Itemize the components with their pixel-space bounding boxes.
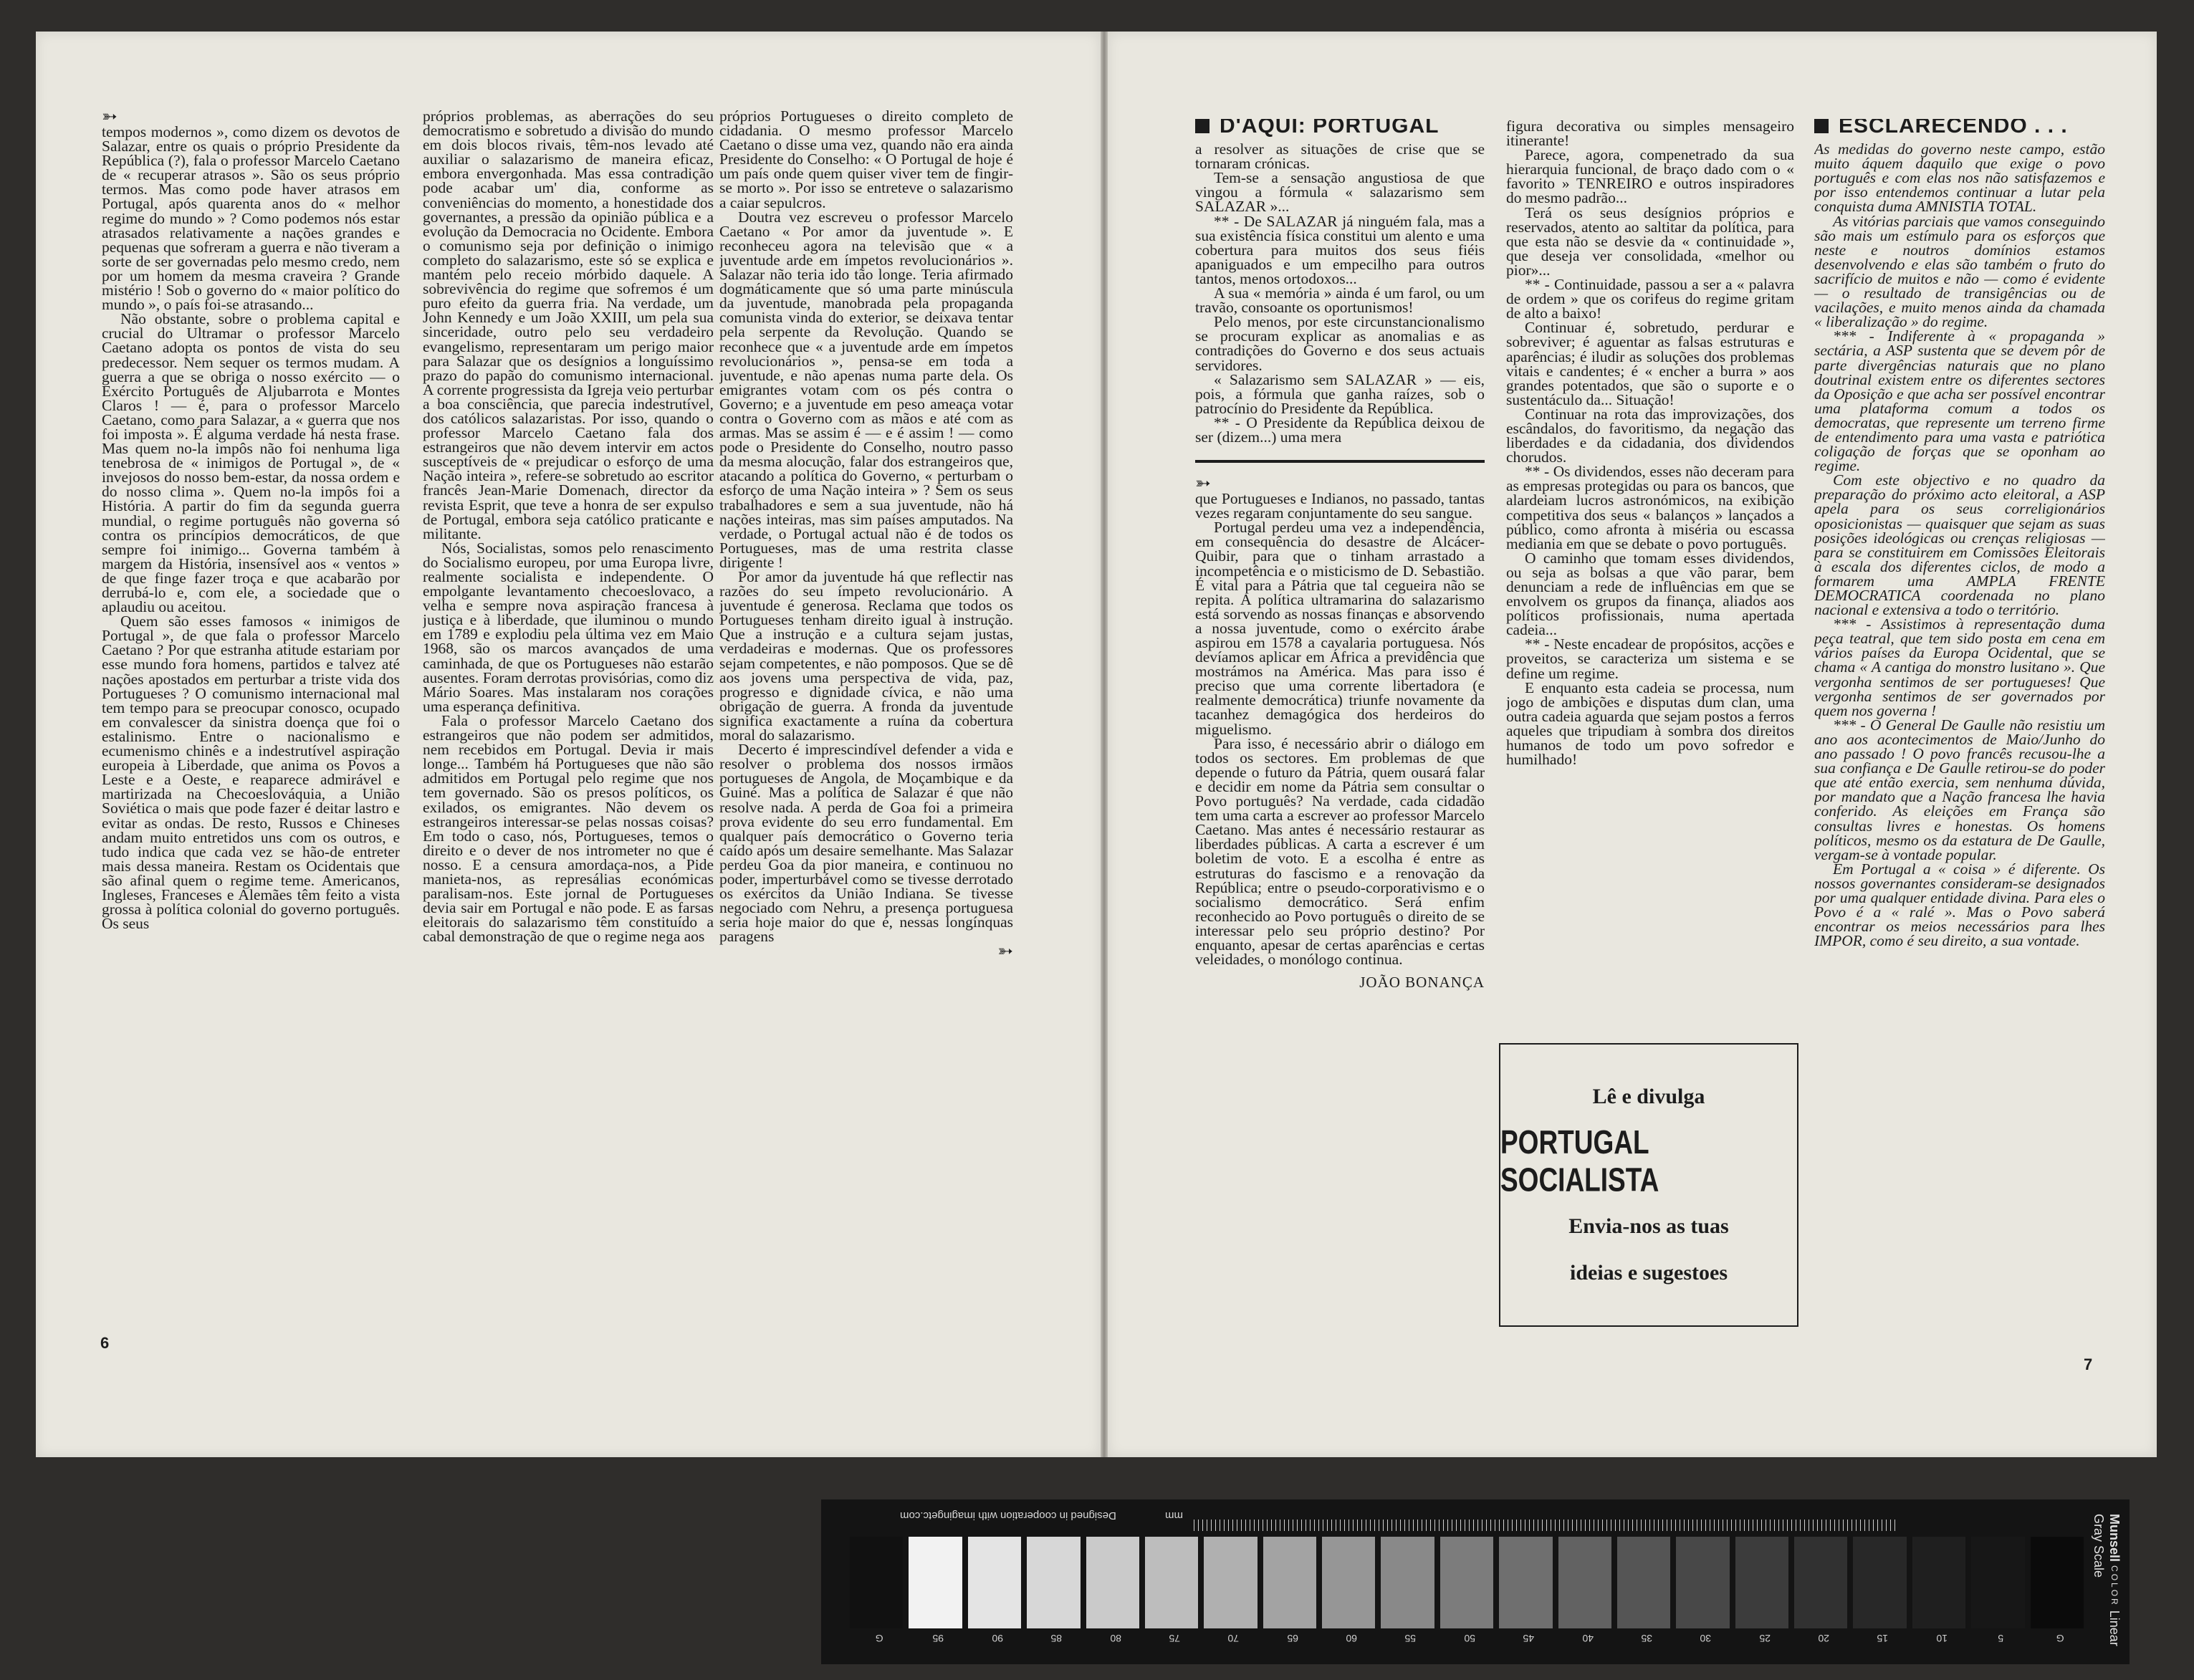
gray-label: 5 bbox=[1998, 1633, 2004, 1644]
promo-line-1: Lê e divulga bbox=[1592, 1084, 1705, 1108]
gray-label: 70 bbox=[1227, 1633, 1240, 1644]
paragraph: ** - O Presidente da República deixou de ser (dizem...) uma mera bbox=[1195, 413, 1485, 446]
paragraph: Nós, Socialistas, somos pelo renascimento do Socialismo europeu, por uma Europa livre, realmente socialista e independente. O empolgante levantamento checoeslovaco, a velha e sempre nova aspiração francesa à justiça e à liberdade, que iluminou o mundo em 1789 e explodiu pela última vez em Maio 1968, são os marcos avançados de uma caminhada, de que os Portugueses não estarão ausentes. Foram derrotas provisórias, como diz Mário Soares. Mas instalaram nos corações uma esperança definitiva. bbox=[423, 539, 714, 715]
promo-line-4: ideias e sugestoes bbox=[1570, 1261, 1728, 1285]
gray-patch bbox=[1676, 1537, 1729, 1628]
gray-patch bbox=[1735, 1537, 1788, 1628]
gray-label: 65 bbox=[1287, 1633, 1298, 1644]
paragraph: que Portugueses e Indianos, no passado, tantas vezes regaram conjuntamente do seu sangue. bbox=[1195, 490, 1485, 522]
gray-label: 80 bbox=[1109, 1633, 1121, 1644]
continuation-arrow-icon: ➳ bbox=[1195, 473, 1211, 494]
paragraph: Tem-se a sensação angustiosa de que vingou a fórmula « salazarismo sem SALAZAR »... bbox=[1195, 169, 1485, 216]
paragraph: As medidas do governo neste campo, estão muito áquem daquilo que exige o povo português e com elas nos não satisfazemos e por isso entendemos continuar a lutar pela conquista duma AMNISTIA TOTAL. bbox=[1814, 140, 2105, 216]
right-column-3 bbox=[1814, 119, 2105, 1337]
paragraph: ** - Continuidade, passou a ser a « palavra de ordem » que os corifeus do regime gritam de alto a baixo! bbox=[1506, 276, 1794, 322]
gray-patch bbox=[850, 1537, 903, 1628]
daqui-text bbox=[1195, 142, 1485, 444]
paragraph: Decerto é imprescindível defender a vida e resolver o problema dos nossos irmãos portugueses de Angola, de Moçambique e da Guiné. Mas a política de Salazar é que não resolve nada. A perda de Goa foi a primeira prova evidente do seu erro fundamental. Em qualquer país democrático o Governo teria caído após um desaire semelhante. Mas Salazar perdeu Goa da pior maneira, e continuou no poder, imperturbável como se tivesse derrotado os exércitos da União Indiana. Se tivesse negociado com Nehru, a presença portuguesa seria hoje maior do que é, nessas longínquas paragens bbox=[719, 741, 1013, 946]
continuation-text bbox=[1195, 490, 1485, 969]
paragraph: próprios Portugueses o direito completo de cidadania. O mesmo professor Marcelo Caetano o disse uma vez, quando não era ainda Presidente do Conselho: « O Portugal de hoje é um país onde quem quiser viver tem de fingir-se morto ». Por isso se entreteve o salazarismo a caiar sepulcros. bbox=[719, 109, 1013, 211]
munsell-brand: Munsell COLOR Linear Gray Scale bbox=[2092, 1514, 2122, 1646]
gray-label: 95 bbox=[932, 1633, 944, 1644]
gray-patch bbox=[1027, 1537, 1080, 1628]
page-number-right: 7 bbox=[2084, 1355, 2093, 1373]
paragraph: próprios problemas, as aberrações do seu democratismo e sobretudo a divisão do mundo em dois blocos rivais, têm-nos levado até auxiliar o salazarismo de maneira eficaz, embora envergonhada. Mas essa contradição pode acabar um' dia, conforme as conveniências do momento, a honestidade dos governantes, a pressão da opinião pública e a evolução da Democracia no Ocidente. Embora o comunismo seja por definição o inimigo completo do salazarismo, este só se explica e mantém pelo receio mórbido daquele. A sobrevivência do regime que sofremos é um puro efeito da guerra fria. Na verdade, um John Kennedy e um João XXIII, um pela sua sinceridade, outro pelo seu verdadeiro evangelismo, representaram um perigo maior para Salazar que os desígnios a longuíssimo prazo do papão do comunismo internacional. A corrente progressista da Igreja veio perturbar a boa consciência, que parecia indestrutível, dos católicos salazaristas. Por isso, quando o professor Marcelo Caetano fala dos estrangeiros que não devem intervir em actos susceptíveis de « prejudicar o esforço de uma Nação inteira », refere-se sobretudo ao escritor francês Jean-Marie Domenach, director da revista Esprit, que teve a honra de ser expulso de Portugal, embora seja católico praticante e militante. bbox=[423, 109, 714, 542]
paragraph: ** - Os dividendos, esses não deceram para as empresas protegidas ou para os bancos, que alardeiam lucros astronómicos, na exibição competitiva dos seus « balanços » lançados a público, como afronta à miséria ou escassa mediania em que se debate o povo português. bbox=[1506, 463, 1794, 552]
gray-label: 15 bbox=[1877, 1633, 1889, 1644]
paragraph: « Salazarismo sem SALAZAR » — eis, pois, a fórmula que ganha raízes, sob o patrocínio do Presidente da República. bbox=[1195, 370, 1485, 417]
gray-label: 40 bbox=[1581, 1633, 1594, 1644]
paragraph: ** - Neste encadear de propósitos, acções e proveitos, se caracteriza um sistema e se define um regime. bbox=[1506, 635, 1794, 682]
page-number-left: 6 bbox=[100, 1334, 110, 1352]
paragraph: Continuar na rota das improvizações, dos escândalos, do favoritismo, da negação das liberdades e da cidadania, dos dividendos chorudos. bbox=[1506, 405, 1794, 466]
paragraph: a resolver as situações de crise que se tornaram crónicas. bbox=[1195, 140, 1485, 173]
paragraph: Parece, agora, compenetrado da sua hierarquia funcional, de braço dado com o « favorito » TENREIRO e outros inspiradores do mesmo padrão... bbox=[1506, 146, 1794, 207]
section-heading-esclarecendo: ESCLARECENDO . . . bbox=[1814, 119, 2105, 133]
gray-patch bbox=[1853, 1537, 1906, 1628]
paragraph: As vitórias parciais que vamos conseguindo são mais um estímulo para os esforços que neste e noutros domínios estamos desenvolvendo e elas são também o fruto do sacrifício de muitos e não — como é evidente — o resultado de transigências ou de vacilações, e muito menos ainda da chamada « liberalização » do regime. bbox=[1814, 212, 2105, 331]
promo-line-3: Envia-nos as tuas bbox=[1568, 1214, 1729, 1238]
gray-label: 20 bbox=[1818, 1633, 1829, 1644]
gray-patch bbox=[1204, 1537, 1257, 1628]
author-signature: JOÃO BONANÇA bbox=[1359, 974, 1485, 992]
gray-label: 75 bbox=[1169, 1633, 1180, 1644]
heading-square-icon bbox=[1195, 119, 1209, 133]
gray-patch bbox=[2031, 1537, 2084, 1628]
gray-label: G bbox=[875, 1633, 883, 1644]
page-gutter bbox=[1101, 32, 1108, 1457]
continuation-arrow-icon: ➳ bbox=[102, 109, 118, 127]
paragraph: Quem são esses famosos « inimigos de Portugal », de que fala o professor Marcelo Caetano ? Por que estranha atitude estariam por esse mundo fora homens, partidos e talvez até nações apostados em perturbar a triste vida dos Portugueses ? O comunismo internacional mal tem tempo para se preocupar conosco, ocupado em convalescer da sinistra doença que foi o estalinismo. Entre o nacionalismo e ecumenismo chinês e a indestrutível aspiração europeia à Liberdade, que anima os Povos a Leste e a Oeste, e reaparece admirável e martirizada na Checoeslováquia, a União Soviética o mais que pode fazer é deitar lastro e evitar as ondas. De resto, Russos e Chineses andam muito entretidos uns com os outros, e tudo indica que cada vez se hão-de entreter mais dessa maneira. Restam os Ocidentais que são afinal quem o regime teme. Americanos, Ingleses, Franceses e Alemães têm feito a vista grossa à política colonial do governo português. Os seus bbox=[102, 613, 400, 933]
left-column-3 bbox=[719, 109, 1013, 1318]
gray-patch bbox=[1381, 1537, 1434, 1628]
paragraph: Com este objectivo e no quadro da preparação do próximo acto eleitoral, a ASP apela para os seus correligionários oposicionistas — quaisquer que sejam as suas posições ideológicas ou crenças religiosas — para se constituirem em Comissões Eleitorais à escala dos diferentes ciclos, de modo a formarem uma AMPLA FRENTE DEMOCRATICA coordenada no plano nacional e extensiva a todo o território. bbox=[1814, 471, 2105, 619]
gray-patch bbox=[1971, 1537, 2024, 1628]
gray-scale-card bbox=[821, 1499, 2130, 1664]
paragraph: Em Portugal a « coisa » é diferente. Os nossos governantes consideram-se designados por uma qualquer entidade divina. Para eles o Povo é a « ralé ». Mas o Povo saberá encontrar os meios necessários para lhes IMPOR, como é seu direito, a sua vontade. bbox=[1814, 860, 2105, 950]
paragraph: Continuar é, sobretudo, perdurar e sobreviver; é aguentar as falsas estruturas e aparências; é iludir as soluções dos problemas vitais e candentes; é « encher a burra » aos grandes potentados, que são o suporte e o sustentáculo da... Situação! bbox=[1506, 319, 1794, 408]
gray-label: 45 bbox=[1523, 1633, 1535, 1644]
scale-caption: Designed in cooperation with imagingetc.com bbox=[900, 1509, 1116, 1522]
paragraph: Fala o professor Marcelo Caetano dos estrangeiros que não podem ser admitidos, nem recebidos em Portugal. Devia ir mais longe... Também há Portugueses que não são admitidos em Portugal pelo regime que nos tem governado. São os presos políticos, os exilados, os emigrantes. Não devem os estrangeiros interessar-se pelas nossas coisas? Em todo o caso, nós, Portugueses, temos o direito e o dever de nos intrometer no que é nosso. E a censura amordaça-nos, a Pide manieta-nos, as represálias económicas paralisam-nos. Este jornal de Portugueses devia sair em Portugal e não pode. E as farsas eleitorais do salazarismo têm constituído a cabal demonstração de que o regime nega aos bbox=[423, 711, 714, 946]
gray-label: G bbox=[2056, 1633, 2064, 1644]
gray-label: 90 bbox=[992, 1633, 1003, 1644]
paragraph: figura decorativa ou simples mensageiro itinerante! bbox=[1506, 119, 1794, 150]
paragraph: *** - Assistimos à representação duma peça teatral, que tem sido posta em cena em vários países da Europa Ocidental, que se chama « A cantiga do monstro lusitano ». Que vergonha sentimos de ser portugueses! Que vergonha sentimos de ser governados por quem nos governa ! bbox=[1814, 615, 2105, 719]
gray-patch bbox=[1794, 1537, 1847, 1628]
paragraph: Terá os seus desígnios próprios e reservados, atento ao saltitar da política, para que esta não se desvie da « continuidade », que deseja ver consolidada, «melhor ou pior»... bbox=[1506, 203, 1794, 279]
paragraph: tempos modernos », como dizem os devotos de Salazar, entre os quais o próprio Presidente da República (?), fala o professor Marcelo Caetano de « recuperar atrasos ». São os seus próprio termos. Mas como pode haver atrasos em Portugal, após quarenta anos do « melhor regime do mundo » ? Como podemos nós estar atrasados relativamente a nações grandes e pequenas que sofreram a guerra e não tiveram a sorte de ser governadas pelo mesmo credo, nem por um homem da mesma craveira ? Grande mistério ! Sob o governo do « maior político do mundo », o país foi-se atrasando... bbox=[102, 123, 400, 314]
section-rule bbox=[1195, 460, 1485, 463]
mm-ruler bbox=[1194, 1520, 1896, 1531]
gray-label: 25 bbox=[1759, 1633, 1771, 1644]
gray-patch bbox=[1440, 1537, 1493, 1628]
paragraph: E enquanto esta cadeia se processa, num jogo de ambições e disputas dum clan, uma outra cadeia aguarda que sejam postos a ferros aqueles que tripudiam à sombra dos direitos humanos de todo um povo sofredor e humilhado! bbox=[1506, 678, 1794, 769]
gray-patch bbox=[1145, 1537, 1198, 1628]
promo-title: PORTUGAL SOCIALISTA bbox=[1500, 1123, 1659, 1199]
gray-label: 55 bbox=[1404, 1633, 1417, 1644]
left-column-1 bbox=[102, 109, 400, 1318]
gray-label: 30 bbox=[1700, 1633, 1712, 1644]
gray-patch bbox=[1322, 1537, 1375, 1628]
gray-label: 35 bbox=[1641, 1633, 1652, 1644]
continuation-arrow-icon: ➳ bbox=[997, 941, 1013, 962]
paragraph: Pelo menos, por este circunstancionalismo se procuram explicar as anomalias e as contradições do Governo e dos seus actuais servidores. bbox=[1195, 313, 1485, 374]
gray-patches bbox=[850, 1537, 2089, 1628]
paragraph: A sua « memória » ainda é um farol, ou um travão, consoante os oportunismos! bbox=[1195, 284, 1485, 317]
esclarecendo-text bbox=[1814, 142, 2105, 948]
paragraph: Doutra vez escreveu o professor Marcelo Caetano « Por amor da juventude ». E reconheceu agora na televisão que « a juventude arde em ímpetos revolucionários ». Salazar não teria ido tão longe. Teria afirmado dogmáticamente que só uma parte minúscula da juventude, manobrada pela propaganda comunista vinda do exterior, se deixava tentar pela serpente da Revolução. Quando se reconhece que « a juventude arde em ímpetos revolucionários », pensa-se em toda a juventude, e não apenas numa parte dela. Os emigrantes votam com os pés contra o Governo; e a juventude em peso ameaça votar contra o Governo com as mãos e até com as armas. Mas se assim é — e é assim ! — como pode o Presidente do Conselho, noutro passo da mesma alocução, falar dos estrangeiros que, atacando a política do Governo, « perturbam o esforço de uma Nação inteira » ? Sem os seus trabalhadores e sem a sua juventude, não há nações inteiras, mas sim países amputados. Na verdade, o Portugal actual não é de todos os Portugueses, mas de uma restrita classe dirigente ! bbox=[719, 208, 1013, 571]
gray-patch bbox=[1086, 1537, 1139, 1628]
paragraph: *** - Indiferente à « propaganda » sectária, a ASP sustenta que se devem pôr de parte divergências naturais que no plano doutrinal existem entre os diferentes sectores da Oposição e que acha ser possível encontrar uma plataforma comum a todos os democratas, que represente um terreno firme de entendimento para uma vasta e patriótica coligação de forças que se oponham ao regime. bbox=[1814, 327, 2105, 475]
gray-label: 60 bbox=[1346, 1633, 1357, 1644]
gray-label: 50 bbox=[1464, 1633, 1475, 1644]
paragraph: O caminho que tomam esses dividendos, ou seja as bolsas a que vão parar, bem denunciam a rede de influências em que se envolvem os grupos da finança, aliados aos políticos profissionais, numa apertada cadeia... bbox=[1506, 549, 1794, 639]
heading-square-icon bbox=[1814, 119, 1829, 133]
gray-labels bbox=[850, 1633, 2089, 1644]
gray-patch bbox=[1912, 1537, 1965, 1628]
gray-patch bbox=[1617, 1537, 1670, 1628]
gray-patch bbox=[1558, 1537, 1611, 1628]
gray-label: 10 bbox=[1936, 1633, 1948, 1644]
paragraph: ** - De SALAZAR já ninguém fala, mas a sua existência física constitui um alento e uma cobertura para muitos dos seus fiéis apaniguados e um empecilho para outros tantos, menos ortodoxos... bbox=[1195, 212, 1485, 287]
gray-patch bbox=[1499, 1537, 1552, 1628]
promo-box bbox=[1499, 1043, 1798, 1327]
section-heading-daqui: D'AQUI: PORTUGAL bbox=[1195, 119, 1485, 133]
paragraph: Por amor da juventude há que reflectir nas razões do seu ímpeto revolucionário. A juventude é generosa. Reclama que todos os Portugueses tenham direito igual à instrução. Que a instrução e a cultura sejam justas, verdadeiras e modernas. Que os professores sejam competentes, e não pomposos. Que se dê aos jovens uma perspectiva de vida, paz, progresso e dignidade cívica, e não uma obrigação de guerra. A fronda da juventude significa exactamente a ruína da cobertura moral do salazarismo. bbox=[719, 568, 1013, 744]
left-column-2 bbox=[423, 109, 714, 1318]
paragraph: Não obstante, sobre o problema capital e crucial do Ultramar o professor Marcelo Caetano adopta os pontos de vista do seu predecessor. Nem sequer os termos mudam. A guerra a que se obriga o nosso exército — o Exército Português de Aljubarrota e Montes Claros ! — é, para o professor Marcelo Caetano, como para Salazar, a « guerra que nos foi imposta ». É alguma verdade há nesta frase. Mas quem no-la impôs não foi nenhuma liga tenebrosa de « inimigos de Portugal », de « invejosos do nosso bem-estar, da nossa ordem e do nosso clima ». Quem no-la impôs foi a História. A partir do fim da segunda guerra mundial, o regime português não governa só contra os princípios democráticos, de que sempre foi inimigo... Governa também à margem da História, insensível aos « ventos » de que finge fazer troça e que acabarão por derrubá-lo e, com ele, a sociedade que o aplaudiu ou aceitou. bbox=[102, 310, 400, 616]
right-column-1 bbox=[1195, 119, 1485, 1337]
scale-unit: mm bbox=[1165, 1509, 1183, 1522]
gray-patch bbox=[1263, 1537, 1316, 1628]
gray-label: 85 bbox=[1050, 1633, 1063, 1644]
paragraph: *** - O General De Gaulle não resistiu um ano aos acontecimentos de Maio/Junho do ano passado ! O povo francês recusou-lhe a sua confiança e De Gaulle retirou-se do poder que até então exercia, sem nenhuma dúvida, por mandato que a Nação francesa lhe havia conferido. As eleições em França são consultas livres e honestas. Os homens políticos, mesmo os da estatura de De Gaulle, vergam-se à vontade popular. bbox=[1814, 716, 2105, 863]
gray-patch bbox=[909, 1537, 962, 1628]
gray-patch bbox=[968, 1537, 1021, 1628]
right-column-2 bbox=[1506, 119, 1794, 1029]
paragraph: Para isso, é necessário abrir o diálogo em todos os sectores. Em problemas de que depende o futuro da Pátria, quem ousará falar e decidir em nome da Pátria sem consultar o Povo português? Na verdade, cada cidadão tem uma carta a escrever ao professor Marcelo Caetano. Mas antes é necessário restaurar as liberdades públicas. A carta a escrever é um boletim de voto. E a escolha é entre as estruturas do fascismo e a renovação da República; entre o pseudo-corporativismo e o socialismo democrático. Será enfim reconhecido ao Povo português o direito de se interessar pelo seu próprio destino? Por enquanto, apesar de certas aparências e certas veleidades, o monólogo continua. bbox=[1195, 734, 1485, 969]
paragraph: Portugal perdeu uma vez a independência, em consequência do desastre de Alcácer-Quibir, para que o tinham arrastado a incompetência e o misticismo de D. Sebastião. É vital para a Pátria que tal cegueira não se repita. A política ultramarina do salazarismo está sorvendo as nossas finanças e absorvendo a nossa juventude, como o exército árabe aspirou em 1578 a cavalaria portuguesa. Nós devíamos aplicar em África a previdência que mostrámos na América. Mas para isso é preciso que uma corrente libertadora (e realmente democrática) triunfe novamente da tacanhez demagógica dos herdeiros do miguelismo. bbox=[1195, 519, 1485, 738]
